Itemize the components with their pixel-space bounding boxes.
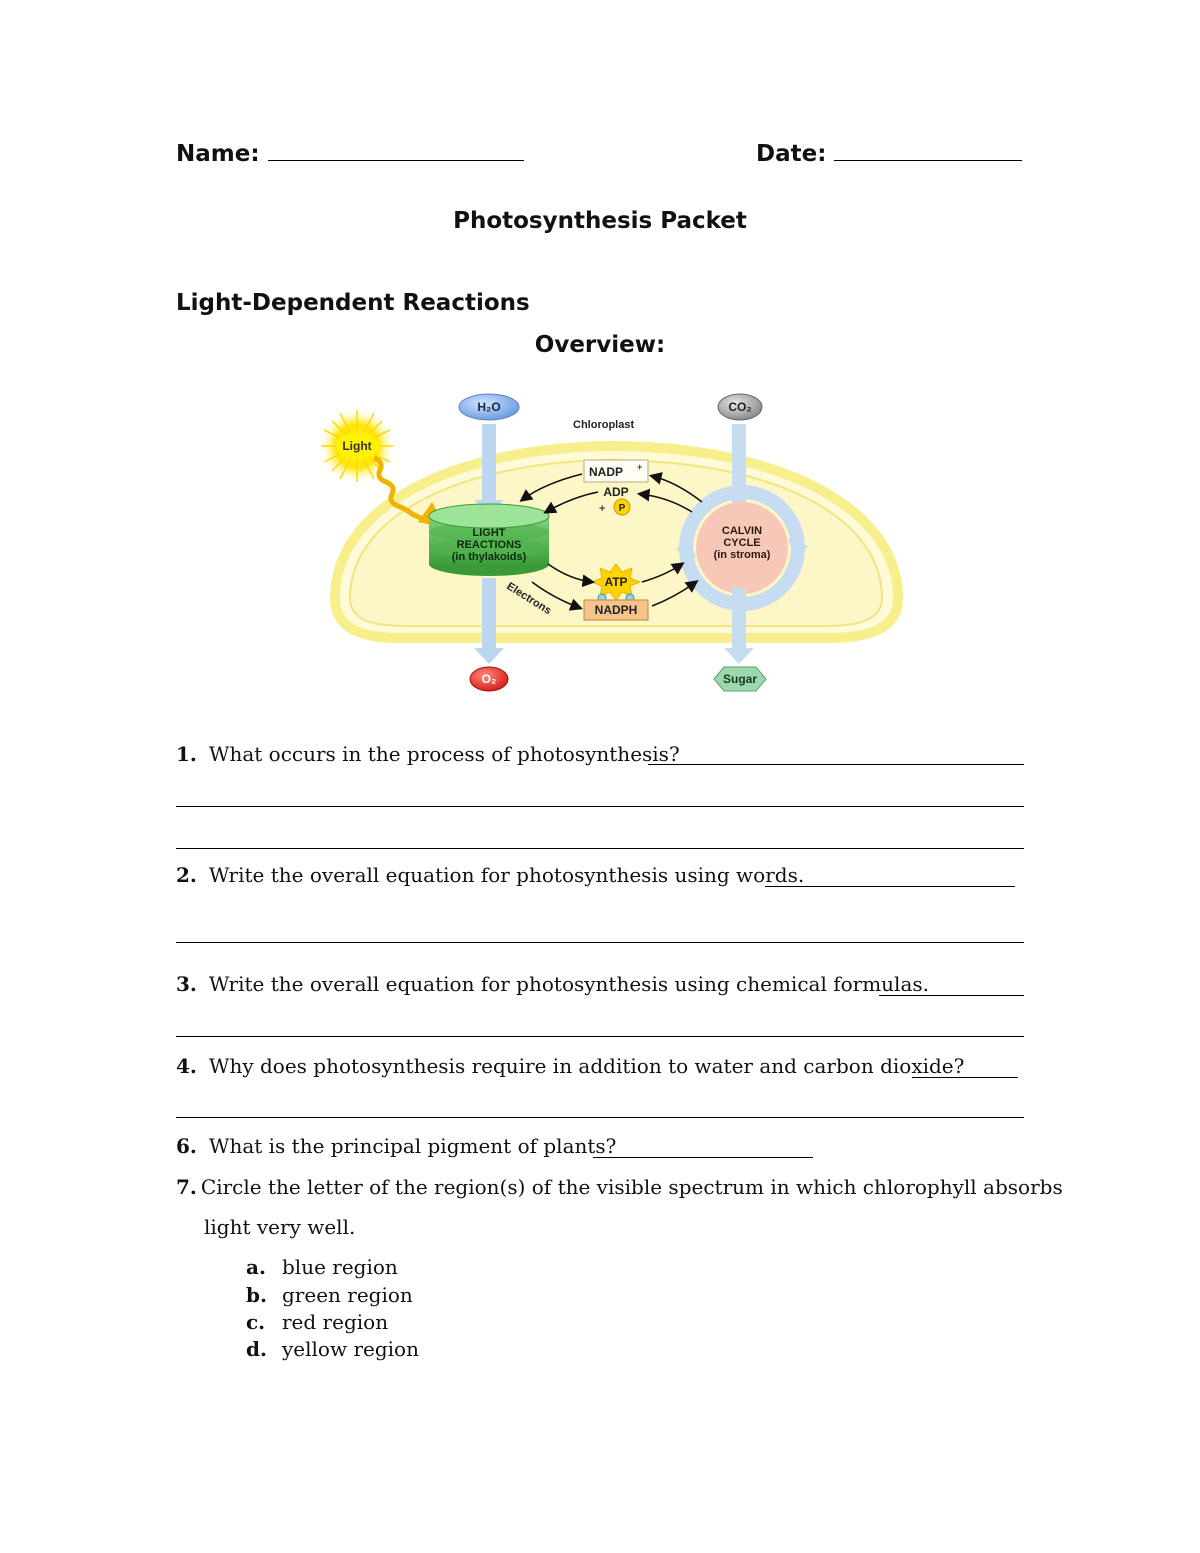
answer-line[interactable] [912,1057,1018,1078]
name-field[interactable] [176,140,524,167]
question-text: Write the overall equation for photosynthesis using chemical formulas. [208,972,929,996]
option-text: green region [282,1283,413,1307]
answer-line[interactable] [176,1016,1024,1037]
page-title: Photosynthesis Packet [453,208,747,234]
calvin-line3: (in stroma) [713,549,771,561]
option-text: blue region [282,1255,398,1279]
answer-line[interactable] [176,922,1024,943]
question-6 [176,1134,616,1158]
svg-text:+: + [599,503,606,515]
question-7-continuation: light very well. [204,1215,356,1239]
nadp-label: NADP [588,465,624,479]
answer-line[interactable] [765,866,1015,887]
question-4 [176,1054,964,1078]
option-letter[interactable]: b. [246,1283,267,1307]
question-number: 1. [176,742,197,766]
question-2 [176,863,804,887]
option-c[interactable] [246,1310,388,1334]
answer-line[interactable] [879,975,1024,996]
electrons-label: Electrons [504,580,554,618]
overview-label: Overview: [534,332,666,358]
option-letter[interactable]: d. [246,1337,267,1361]
light-label: Light [342,439,372,453]
option-b[interactable] [246,1283,413,1307]
co2-label: CO₂ [728,400,752,414]
o2-label: O₂ [481,672,497,686]
question-3 [176,972,929,996]
light-reactions-line3: (in thylakoids) [451,551,527,563]
question-number: 4. [176,1054,197,1078]
nadph-label: NADPH [594,603,638,617]
date-label: Date: [756,141,827,167]
calvin-line1: CALVIN [721,525,763,537]
option-text: yellow region [282,1337,419,1361]
question-1 [176,742,680,766]
option-d[interactable] [246,1337,419,1361]
question-text: Why does photosynthesis require in addition to water and carbon dioxide? [208,1054,965,1078]
o2-arrow [482,578,496,650]
option-letter[interactable]: a. [246,1255,266,1279]
question-number: 2. [176,863,197,887]
sugar-label: Sugar [722,672,758,686]
chloroplast-label: Chloroplast [573,419,635,431]
section-heading: Light-Dependent Reactions [176,290,530,316]
date-field[interactable] [756,140,1022,167]
answer-line[interactable] [176,828,1024,849]
question-text: Write the overall equation for photosynthesis using words. [208,863,805,887]
question-text: What is the principal pigment of plants? [208,1134,617,1158]
atp-label: ATP [604,575,628,589]
answer-line[interactable] [176,1097,1024,1118]
question-text: Circle the letter of the region(s) of the visible spectrum in which chlorophyll absorbs [200,1175,1063,1199]
h2o-label: H₂O [477,400,501,414]
question-number: 3. [176,972,197,996]
name-label: Name: [176,141,260,167]
sugar-arrow [732,588,746,650]
light-reactions-line1: LIGHT [472,527,506,539]
answer-line[interactable] [593,1137,813,1158]
calvin-line2: CYCLE [723,537,761,549]
h2o-arrow [482,424,496,502]
date-blank[interactable] [834,140,1022,161]
option-a[interactable] [246,1255,398,1279]
question-7 [176,1175,1063,1199]
chloroplast-diagram [310,388,920,698]
option-text: red region [282,1310,389,1334]
question-text: What occurs in the process of photosynthesis? [208,742,680,766]
phosphate-label: P [618,503,626,514]
light-reactions-line2: REACTIONS [456,539,522,551]
answer-line[interactable] [648,744,1024,765]
name-blank[interactable] [268,140,524,161]
adp-label: ADP [603,485,629,499]
answer-line[interactable] [176,786,1024,807]
question-number: 6. [176,1134,197,1158]
option-letter[interactable]: c. [246,1310,266,1334]
question-number: 7. [176,1175,197,1199]
svg-text:+: + [637,462,643,472]
